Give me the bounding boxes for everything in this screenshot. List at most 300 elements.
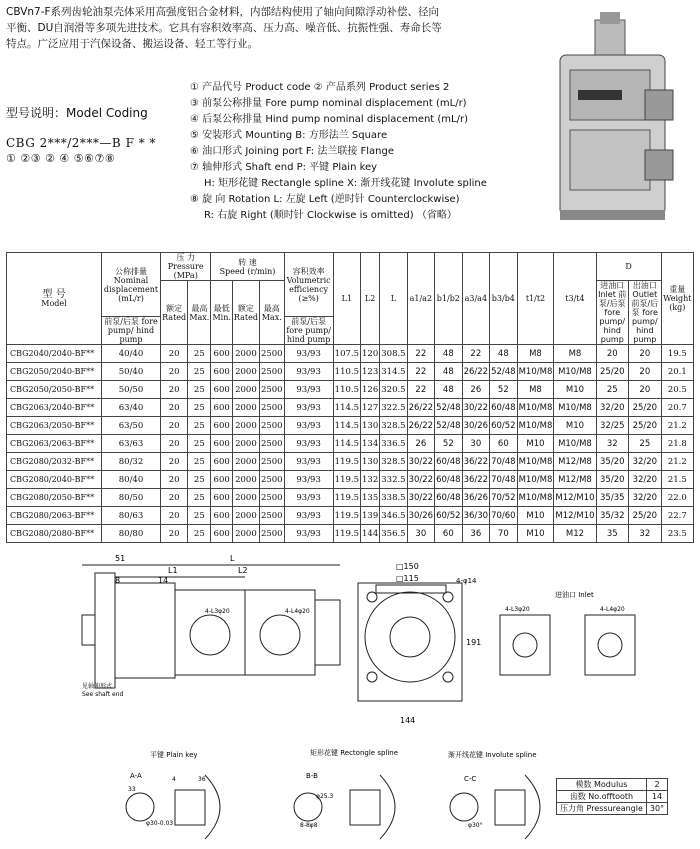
- table-row: [7, 507, 694, 525]
- table-cell: 40/40: [102, 345, 161, 363]
- h-b12: b1/b2: [435, 253, 463, 345]
- table-cell: M10/M8: [517, 453, 554, 471]
- table-cell: 20: [161, 381, 188, 399]
- def-line: ⑦ 轴伸形式 Shaft end P: 平键 Plain key: [190, 162, 378, 173]
- table-cell: 120: [361, 345, 380, 363]
- table-cell: 130: [361, 453, 380, 471]
- table-cell: 50/40: [102, 363, 161, 381]
- table-cell: 2000: [232, 471, 259, 489]
- dim-8: 8: [115, 576, 121, 585]
- table-cell: 35/35: [596, 489, 628, 507]
- table-cell: 338.5: [380, 489, 407, 507]
- table-cell: 70/52: [490, 489, 518, 507]
- table-cell: 26/22: [407, 399, 435, 417]
- table-cell: 20: [161, 363, 188, 381]
- table-cell: 32/20: [596, 399, 628, 417]
- intro-line: 特点。广泛应用于汽保设备、搬运设备、轻工等行业。: [6, 38, 258, 50]
- table-cell: 2500: [259, 489, 284, 507]
- spec-table: [6, 252, 694, 543]
- table-cell: 22: [407, 363, 435, 381]
- table-cell: 22: [407, 345, 435, 363]
- table-cell: 25: [188, 399, 211, 417]
- h-speed-en: Speed (r/min): [219, 266, 276, 276]
- def-line: ③ 前泵公称排量 Fore pump nominal displacement (mL/r): [190, 98, 467, 109]
- def-line: R: 右旋 Right (顺时针 Clockwise is omitted) （省略）: [204, 210, 457, 221]
- h-a12: a1/a2: [407, 253, 435, 345]
- table-cell: 2000: [232, 435, 259, 453]
- table-cell: 32: [596, 435, 628, 453]
- h-pressure-en: Pressure (MPa): [167, 262, 204, 280]
- table-row: [7, 525, 694, 543]
- table-cell: 70/48: [490, 471, 518, 489]
- table-cell: 126: [361, 381, 380, 399]
- model-code: [6, 136, 156, 166]
- table-cell: 60/52: [435, 507, 463, 525]
- table-cell: 135: [361, 489, 380, 507]
- table-cell: 30: [462, 435, 490, 453]
- table-cell: 25/20: [629, 507, 662, 525]
- table-cell: 70/60: [490, 507, 518, 525]
- intro-text: [6, 4, 526, 52]
- table-cell: 25: [596, 381, 628, 399]
- table-cell: 25: [188, 507, 211, 525]
- table-cell: 25: [188, 381, 211, 399]
- h-a34: a3/a4: [462, 253, 490, 345]
- table-cell: 22: [462, 345, 490, 363]
- table-row: [7, 381, 694, 399]
- table-cell: 20: [596, 345, 628, 363]
- table-cell: 93/93: [284, 489, 333, 507]
- dim-phi30: φ30-0.03: [146, 820, 174, 827]
- table-cell: 25: [188, 363, 211, 381]
- table-cell: 60/48: [490, 399, 518, 417]
- code-line: CBG 2***/2***—B F * *: [6, 136, 157, 150]
- table-cell: 114.5: [333, 435, 360, 453]
- h-disp-sub: 前泵/后泵 fore pump/ hind pump: [102, 317, 161, 345]
- table-cell: 20: [161, 525, 188, 543]
- table-cell: 70/48: [490, 453, 518, 471]
- shaft-note: 见轴伸形式: [82, 683, 113, 690]
- coding-title: 型号说明：Model Coding: [6, 106, 148, 120]
- dim-150: □150: [396, 562, 419, 571]
- table-cell: M10: [517, 507, 554, 525]
- table-cell: 600: [211, 363, 232, 381]
- table-cell: CBG2063/2040-BF**: [7, 399, 102, 417]
- dim-36: 36: [198, 776, 206, 783]
- h-disp: 公称排量: [115, 266, 147, 276]
- table-cell: 35/20: [596, 471, 628, 489]
- table-cell: 600: [211, 453, 232, 471]
- table-cell: 314.5: [380, 363, 407, 381]
- table-cell: M10/M8: [517, 417, 554, 435]
- table-cell: 48: [435, 345, 463, 363]
- table-cell: 26/22: [462, 363, 490, 381]
- bolt-label: 4-L4φ20: [600, 606, 625, 613]
- table-cell: 36/30: [462, 507, 490, 525]
- def-line: ④ 后泵公称排量 Hind pump nominal displacement (mL/r): [190, 114, 469, 125]
- table-cell: 20: [161, 345, 188, 363]
- table-cell: 20: [629, 345, 662, 363]
- table-cell: 93/93: [284, 525, 333, 543]
- table-cell: 48: [435, 363, 463, 381]
- table-cell: 336.5: [380, 435, 407, 453]
- table-cell: M10: [517, 435, 554, 453]
- bolt-label: 4-L3φ20: [205, 608, 230, 615]
- table-cell: 320.5: [380, 381, 407, 399]
- table-cell: 2500: [259, 399, 284, 417]
- table-cell: 30/22: [462, 399, 490, 417]
- dim-14: 14: [158, 576, 169, 585]
- h-vol-en: Volumetric efficiency (≥%): [286, 275, 331, 303]
- table-cell: 25: [188, 525, 211, 543]
- bolt-label: 4-L3φ20: [505, 606, 530, 613]
- table-cell: 32/25: [596, 417, 628, 435]
- table-cell: 30/22: [407, 489, 435, 507]
- dim-phi253: φ25.3: [316, 793, 334, 800]
- table-cell: 25/20: [596, 363, 628, 381]
- table-row: [7, 453, 694, 471]
- gear-table: [556, 778, 668, 815]
- table-cell: 93/93: [284, 453, 333, 471]
- table-cell: 60/48: [435, 489, 463, 507]
- table-cell: M10/M8: [517, 399, 554, 417]
- table-cell: 93/93: [284, 435, 333, 453]
- table-cell: M10/M8: [517, 489, 554, 507]
- table-cell: 119.5: [333, 525, 360, 543]
- table-cell: 32/20: [629, 471, 662, 489]
- table-cell: 2000: [232, 345, 259, 363]
- h-t34: t3/t4: [554, 253, 596, 345]
- table-cell: 2000: [232, 489, 259, 507]
- h-min: 最低 Min.: [211, 281, 232, 345]
- table-cell: 36/26: [462, 489, 490, 507]
- table-cell: 48: [490, 345, 518, 363]
- table-cell: 600: [211, 507, 232, 525]
- table-cell: M12: [554, 525, 596, 543]
- table-cell: 21.2: [661, 417, 693, 435]
- bolt-label: 4-L4φ20: [285, 608, 310, 615]
- table-cell: 20.5: [661, 381, 693, 399]
- table-cell: 52/48: [435, 417, 463, 435]
- table-cell: 25: [188, 435, 211, 453]
- table-cell: 60/52: [490, 417, 518, 435]
- table-cell: 20: [161, 471, 188, 489]
- table-cell: 25: [188, 417, 211, 435]
- table-cell: 80/32: [102, 453, 161, 471]
- h-L: L: [380, 253, 407, 345]
- h-D: D: [596, 253, 661, 281]
- dim-L1: L1: [168, 566, 178, 575]
- table-cell: M8: [517, 345, 554, 363]
- table-cell: 110.5: [333, 381, 360, 399]
- intro-line: 平衡、DU自润滑等多项先进技术。它具有容积效率高、压力高、噪音低、抗振性强、寿命长等: [6, 22, 442, 34]
- table-cell: 25: [188, 345, 211, 363]
- table-cell: 328.5: [380, 417, 407, 435]
- table-cell: 132: [361, 471, 380, 489]
- table-cell: 30/22: [407, 453, 435, 471]
- table-row: [7, 345, 694, 363]
- table-cell: 2500: [259, 345, 284, 363]
- table-cell: M10/M8: [554, 435, 596, 453]
- table-cell: CBG2080/2063-BF**: [7, 507, 102, 525]
- dim-phi8: 8-8φ8: [300, 822, 318, 829]
- pump-photo: [540, 10, 690, 230]
- table-cell: 63/40: [102, 399, 161, 417]
- table-cell: 600: [211, 525, 232, 543]
- table-row: [7, 435, 694, 453]
- table-cell: 22.0: [661, 489, 693, 507]
- table-cell: M12/M8: [554, 453, 596, 471]
- h-rated: 额定 Rated: [161, 281, 188, 345]
- table-cell: 32/20: [629, 453, 662, 471]
- plain-key-title: 平键 Plain key: [150, 751, 198, 759]
- h-weight: 重量 Weight (kg): [661, 253, 693, 345]
- def-line: ⑤ 安装形式 Mounting B: 方形法兰 Square: [190, 130, 388, 141]
- table-cell: CBG2080/2032-BF**: [7, 453, 102, 471]
- table-cell: 93/93: [284, 471, 333, 489]
- table-cell: 50/50: [102, 381, 161, 399]
- table-cell: 63/63: [102, 435, 161, 453]
- h-max-speed: 最高 Max.: [259, 281, 284, 345]
- def-line: H: 矩形花键 Rectangle spline X: 渐开线花键 Involute spline: [204, 178, 487, 189]
- table-cell: M12/M10: [554, 507, 596, 525]
- table-cell: 20: [161, 489, 188, 507]
- section-cc: C-C: [464, 775, 477, 783]
- table-cell: 25: [188, 471, 211, 489]
- table-cell: 30: [407, 525, 435, 543]
- table-cell: 80/63: [102, 507, 161, 525]
- h-speed: 转 速: [238, 257, 257, 267]
- table-row: [7, 363, 694, 381]
- table-cell: 93/93: [284, 345, 333, 363]
- section-bb: B-B: [306, 772, 318, 780]
- table-cell: 30/26: [462, 417, 490, 435]
- table-cell: 600: [211, 381, 232, 399]
- table-cell: 80/80: [102, 525, 161, 543]
- table-cell: 20: [161, 507, 188, 525]
- table-cell: 2500: [259, 471, 284, 489]
- table-cell: M10: [554, 381, 596, 399]
- dim-191: 191: [466, 638, 482, 647]
- table-cell: 20: [629, 363, 662, 381]
- table-cell: 2000: [232, 525, 259, 543]
- gear-value: 2: [646, 779, 667, 791]
- table-cell: 600: [211, 345, 232, 363]
- dim-L: L: [230, 554, 235, 563]
- h-L2: L2: [361, 253, 380, 345]
- table-cell: 600: [211, 489, 232, 507]
- table-cell: 114.5: [333, 399, 360, 417]
- gear-value: 30°: [646, 803, 667, 815]
- table-cell: 20: [161, 399, 188, 417]
- table-cell: CBG2063/2050-BF**: [7, 417, 102, 435]
- table-cell: 60: [435, 525, 463, 543]
- table-cell: 25/20: [629, 399, 662, 417]
- table-cell: 2000: [232, 399, 259, 417]
- gear-label: 模数 Modulus: [557, 779, 647, 791]
- rect-spline-title: 矩形花键 Rectongle spline: [310, 749, 399, 757]
- table-cell: 2000: [232, 381, 259, 399]
- intro-line: CBVn7-F系列齿轮油泵壳体采用高强度铝合金材料，内部结构使用了轴向间隙浮动补偿、径向: [6, 6, 440, 18]
- table-cell: 26: [407, 435, 435, 453]
- h-rated-speed: 额定 Rated: [232, 281, 259, 345]
- code-definitions: [190, 80, 487, 224]
- table-cell: 600: [211, 471, 232, 489]
- table-cell: CBG2063/2063-BF**: [7, 435, 102, 453]
- h-outlet: 出油口 Outlet 前泵/后泵 fore pump/ hind pump: [629, 281, 662, 345]
- table-cell: M10/M8: [554, 363, 596, 381]
- dim-33: 33: [128, 786, 136, 793]
- table-cell: M10: [554, 417, 596, 435]
- section-aa: A-A: [130, 772, 142, 780]
- h-max: 最高 Max.: [188, 281, 211, 345]
- table-cell: CBG2080/2080-BF**: [7, 525, 102, 543]
- table-cell: 63/50: [102, 417, 161, 435]
- dim-holes: 4-φ14: [456, 577, 477, 585]
- table-cell: 20: [161, 435, 188, 453]
- table-cell: 2000: [232, 417, 259, 435]
- def-line: ① 产品代号 Product code ② 产品系列 Product series 2: [190, 82, 450, 93]
- table-cell: 123: [361, 363, 380, 381]
- table-cell: M8: [517, 381, 554, 399]
- table-cell: 93/93: [284, 417, 333, 435]
- table-cell: 332.5: [380, 471, 407, 489]
- table-cell: 356.5: [380, 525, 407, 543]
- dim-4: 4: [172, 776, 176, 783]
- table-cell: 25/20: [629, 417, 662, 435]
- table-cell: 93/93: [284, 399, 333, 417]
- table-cell: 35: [596, 525, 628, 543]
- table-cell: 144: [361, 525, 380, 543]
- table-cell: 26: [462, 381, 490, 399]
- h-t12: t1/t2: [517, 253, 554, 345]
- table-cell: 52/48: [490, 363, 518, 381]
- table-cell: 600: [211, 399, 232, 417]
- table-cell: 130: [361, 417, 380, 435]
- dim-115: □115: [396, 574, 419, 583]
- table-cell: M10/M8: [517, 363, 554, 381]
- table-cell: 328.5: [380, 453, 407, 471]
- table-cell: 80/40: [102, 471, 161, 489]
- table-cell: M10/M8: [554, 399, 596, 417]
- table-cell: 308.5: [380, 345, 407, 363]
- table-cell: 36/22: [462, 471, 490, 489]
- table-cell: 2000: [232, 363, 259, 381]
- table-cell: 19.5: [661, 345, 693, 363]
- table-cell: 26/22: [407, 417, 435, 435]
- dim-phi305: φ30°: [468, 822, 483, 829]
- dim-144: 144: [400, 716, 416, 725]
- table-cell: CBG2080/2040-BF**: [7, 471, 102, 489]
- table-cell: 32/20: [629, 489, 662, 507]
- table-cell: 20: [629, 381, 662, 399]
- table-cell: 2500: [259, 435, 284, 453]
- table-cell: CBG2080/2050-BF**: [7, 489, 102, 507]
- shaft-note-en: See shaft end: [82, 691, 124, 698]
- table-cell: 21.5: [661, 471, 693, 489]
- table-cell: 119.5: [333, 471, 360, 489]
- h-inlet: 进油口 Inlet 前泵/后泵 fore pump/ hind pump: [596, 281, 628, 345]
- table-cell: CBG2040/2040-BF**: [7, 345, 102, 363]
- table-cell: 119.5: [333, 507, 360, 525]
- h-pressure: 压 力: [176, 253, 195, 262]
- table-cell: CBG2050/2040-BF**: [7, 363, 102, 381]
- table-cell: 35/32: [596, 507, 628, 525]
- h-vol: 容积效率: [292, 266, 325, 276]
- table-cell: 2000: [232, 453, 259, 471]
- table-cell: 322.5: [380, 399, 407, 417]
- h-L1: L1: [333, 253, 360, 345]
- def-line: ⑥ 油口形式 Joining port F: 法兰联接 Flange: [190, 146, 395, 157]
- table-cell: 30/26: [407, 507, 435, 525]
- table-cell: 21.2: [661, 453, 693, 471]
- table-cell: CBG2050/2050-BF**: [7, 381, 102, 399]
- table-cell: 22: [407, 381, 435, 399]
- table-cell: 23.5: [661, 525, 693, 543]
- gear-label: 齿数 No.offtooth: [557, 791, 647, 803]
- table-cell: 52/48: [435, 399, 463, 417]
- table-cell: 30/22: [407, 471, 435, 489]
- table-cell: 20.7: [661, 399, 693, 417]
- table-row: [7, 399, 694, 417]
- table-cell: 52: [490, 381, 518, 399]
- table-cell: 107.5: [333, 345, 360, 363]
- table-cell: 70: [490, 525, 518, 543]
- table-cell: 25: [629, 435, 662, 453]
- table-cell: 32: [629, 525, 662, 543]
- table-cell: 110.5: [333, 363, 360, 381]
- table-cell: 127: [361, 399, 380, 417]
- table-cell: 60: [490, 435, 518, 453]
- table-cell: 134: [361, 435, 380, 453]
- table-cell: 52: [435, 435, 463, 453]
- table-cell: 119.5: [333, 489, 360, 507]
- def-line: ⑧ 旋 向 Rotation L: 左旋 Left (逆时针 Counterclockwise): [190, 194, 460, 205]
- table-cell: 25: [188, 489, 211, 507]
- gear-value: 14: [646, 791, 667, 803]
- table-cell: 2500: [259, 453, 284, 471]
- table-cell: 2500: [259, 381, 284, 399]
- gear-label: 压力角 Pressureangle: [557, 803, 647, 815]
- table-cell: 60/48: [435, 471, 463, 489]
- table-cell: 20.1: [661, 363, 693, 381]
- table-cell: 93/93: [284, 363, 333, 381]
- table-cell: 20: [161, 453, 188, 471]
- invol-spline-title: 渐开线花键 Involute spline: [448, 751, 537, 759]
- table-cell: 80/50: [102, 489, 161, 507]
- table-row: [7, 471, 694, 489]
- h-disp-en: Nominal displacement (mL/r): [103, 275, 159, 303]
- code-numbers: ① ②③ ② ④ ⑤⑥⑦⑧: [6, 152, 116, 165]
- table-cell: 36: [462, 525, 490, 543]
- table-cell: 93/93: [284, 381, 333, 399]
- h-vol-sub: 前泵/后泵 fore pump/ hind pump: [284, 317, 333, 345]
- table-cell: 600: [211, 417, 232, 435]
- table-row: [7, 489, 694, 507]
- table-cell: 36/22: [462, 453, 490, 471]
- h-b34: b3/b4: [490, 253, 518, 345]
- table-cell: M12/M8: [554, 471, 596, 489]
- table-cell: 2000: [232, 507, 259, 525]
- table-cell: 93/93: [284, 507, 333, 525]
- table-cell: 119.5: [333, 453, 360, 471]
- table-cell: 2500: [259, 525, 284, 543]
- table-cell: 22.7: [661, 507, 693, 525]
- h-model-en: Model: [41, 298, 67, 308]
- table-cell: 2500: [259, 507, 284, 525]
- table-cell: 139: [361, 507, 380, 525]
- h-model: 型 号: [42, 288, 66, 300]
